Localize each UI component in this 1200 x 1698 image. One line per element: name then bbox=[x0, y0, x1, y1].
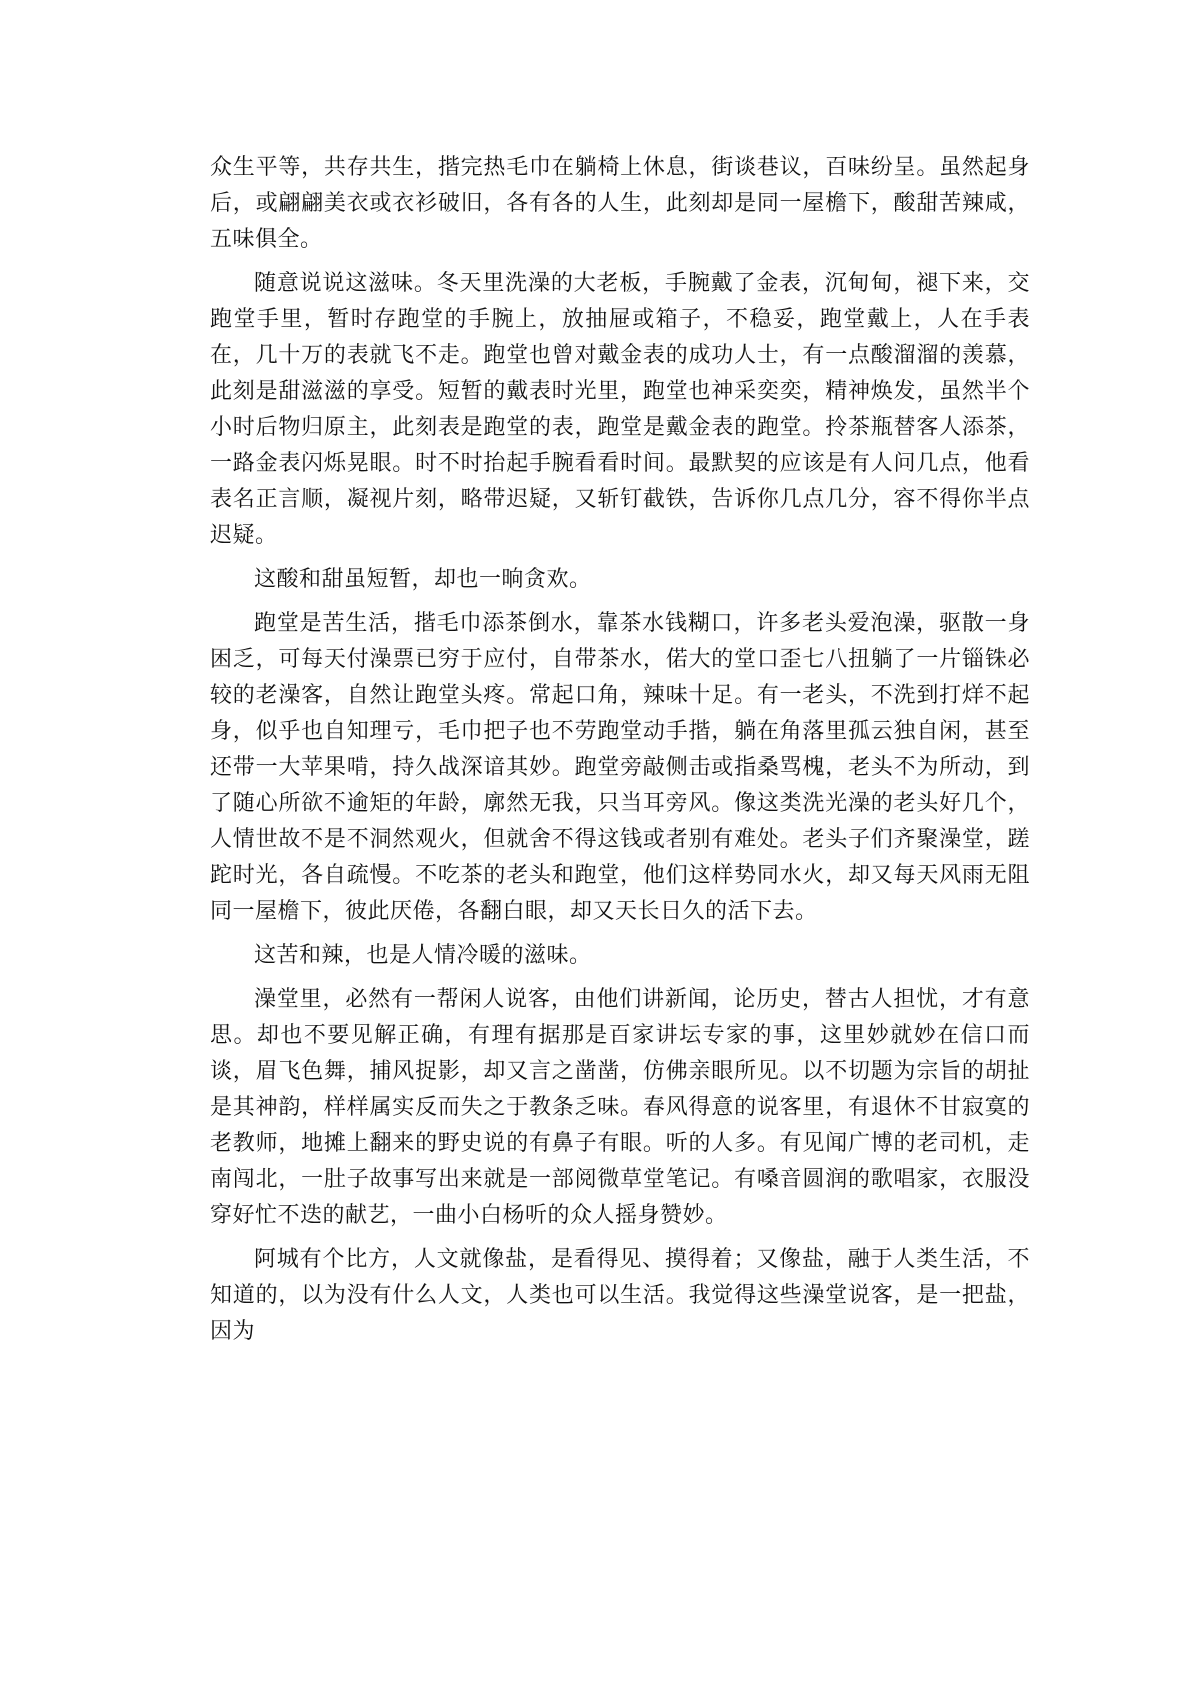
paragraph-3: 这酸和甜虽短暂，却也一晌贪欢。 bbox=[254, 567, 592, 592]
paragraph-7: 阿城有个比方，人文就像盐，是看得见、摸得着；又像盐，融于人类生活，不知道的，以为没有什么人文，人类也可以生活。我觉得这些澡堂说客，是一把盐，因为 bbox=[210, 1247, 1030, 1344]
paragraph-2: 随意说说这滋味。冬天里洗澡的大老板，手腕戴了金表，沉甸甸，褪下来，交跑堂手里，暂时存跑堂的手腕上，放抽屉或箱子，不稳妥，跑堂戴上，人在手表在，几十万的表就飞不走。跑堂也曾对戴金表的成功人士，有一点酸溜溜的羡慕，此刻是甜滋滋的享受。短暂的戴表时光里，跑堂也神采奕奕，精神焕发，虽然半个小时后物归原主，此刻表是跑堂的表，跑堂是戴金表的跑堂。拎茶瓶替客人添茶，一路金表闪烁晃眼。时不时抬起手腕看看时间。最默契的应该是有人问几点，他看表名正言顺，凝视片刻，略带迟疑，又斩钉截铁，告诉你几点几分，容不得你半点迟疑。 bbox=[210, 271, 1030, 548]
paragraph-4: 跑堂是苦生活，揩毛巾添茶倒水，靠茶水钱糊口，许多老头爱泡澡，驱散一身困乏，可每天付澡票已穷于应付，自带茶水，偌大的堂口歪七八扭躺了一片锱铢必较的老澡客，自然让跑堂头疼。常起口角，辣味十足。有一老头，不洗到打烊不起身，似乎也自知理亏，毛巾把子也不劳跑堂动手揩，躺在角落里孤云独自闲，甚至还带一大苹果啃，持久战深谙其妙。跑堂旁敲侧击或指桑骂槐，老头不为所动，到了随心所欲不逾矩的年龄，廓然无我，只当耳旁风。像这类洗光澡的老头好几个，人情世故不是不洞然观火，但就舍不得这钱或者别有难处。老头子们齐聚澡堂，蹉跎时光，各自疏慢。不吃茶的老头和跑堂，他们这样势同水火，却又每天风雨无阻同一屋檐下，彼此厌倦，各翻白眼，却又天长日久的活下去。 bbox=[210, 611, 1030, 924]
paragraph-5: 这苦和辣，也是人情冷暖的滋味。 bbox=[254, 943, 592, 968]
paragraph-6: 澡堂里，必然有一帮闲人说客，由他们讲新闻，论历史，替古人担忧，才有意思。却也不要见解正确，有理有据那是百家讲坛专家的事，这里妙就妙在信口而谈，眉飞色舞，捕风捉影，却又言之凿凿，仿佛亲眼所见。以不切题为宗旨的胡扯是其神韵，样样属实反而失之于教条乏味。春风得意的说客里，有退休不甘寂寞的老教师，地摊上翻来的野史说的有鼻子有眼。听的人多。有见闻广博的老司机，走南闯北，一肚子故事写出来就是一部阅微草堂笔记。有嗓音圆润的歌唱家，衣服没穿好忙不迭的献艺，一曲小白杨听的众人摇身赞妙。 bbox=[210, 987, 1030, 1228]
article-body bbox=[210, 150, 1030, 1358]
paragraph-1: 众生平等，共存共生，揩完热毛巾在躺椅上休息，街谈巷议，百味纷呈。虽然起身后，或翩翩美衣或衣衫破旧，各有各的人生，此刻却是同一屋檐下，酸甜苦辣咸，五味俱全。 bbox=[210, 155, 1030, 252]
